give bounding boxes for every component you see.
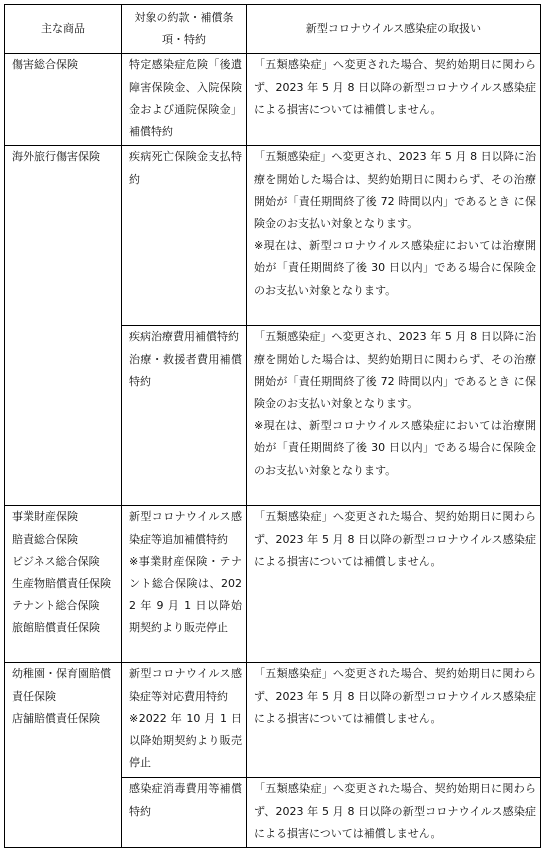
clause-text: 疾病治療費用補償特約: [129, 330, 239, 344]
product-name: 幼稚園・保育園賠償責任保険: [12, 667, 111, 703]
handling-cell: 「五類感染症」へ変更された場合、契約始期日に関わらず、2023 年 5 月 8 日以降の新型コロナウイルス感染症による損害については補償しません。: [247, 663, 541, 778]
handling-note: ※現在は、新型コロナウイルス感染症においては治療開始が「責任期間終了後 30 日以内」である場合に保険金のお支払い対象となります。: [254, 419, 536, 477]
table-row: [5, 54, 541, 146]
coverage-table: [4, 4, 541, 848]
product-name: 賠責総合保険: [12, 532, 78, 546]
clause-cell: 特定感染症危険「後遺障害保険金、入院保険金および通院保険金」補償特約: [122, 54, 247, 146]
product-name: テナント総合保険: [12, 599, 100, 613]
product-cell: [5, 663, 122, 848]
clause-cell: [122, 506, 247, 663]
header-clause: 対象の約款・補償条項・特約: [122, 5, 247, 54]
clause-text: 新型コロナウイルス感染症等対応費用特約: [129, 667, 242, 703]
header-row: [5, 5, 541, 54]
table-row: [5, 663, 541, 778]
handling-cell: 「五類感染症」へ変更された場合、契約始期日に関わらず、2023 年 5 月 8 日以降の新型コロナウイルス感染症による損害については補償しません。: [247, 506, 541, 663]
clause-cell: [122, 663, 247, 778]
clause-cell: [122, 326, 247, 506]
clause-cell: 疾病死亡保険金支払特約: [122, 146, 247, 326]
product-cell: 傷害総合保険: [5, 54, 122, 146]
product-cell: [5, 506, 122, 663]
handling-note: ※現在は、新型コロナウイルス感染症においては治療開始が「責任期間終了後 30 日以内」である場合に保険金のお支払い対象となります。: [254, 239, 536, 297]
clause-text: 新型コロナウイルス感染症等追加補償特約: [129, 510, 242, 546]
product-name: 生産物賠償責任保険: [12, 577, 111, 591]
clause-note: ※2022 年 10 月 1 日以降始期契約より販売停止: [129, 711, 242, 770]
handling-cell: [247, 146, 541, 326]
header-product: 主な商品: [5, 5, 122, 54]
table-row: [5, 506, 541, 663]
table-row: [5, 146, 541, 326]
handling-text: 「五類感染症」へ変更され、2023 年 5 月 8 日以降に治療を開始した場合は、契約始期日に関わらず、その治療開始が「責任期間終了後 72 時間以内」であるとき に保険金のお支払い対象となります。: [254, 330, 536, 411]
header-handling: 新型コロナウイルス感染症の取扱い: [247, 5, 541, 54]
handling-cell: [247, 326, 541, 506]
handling-text: 「五類感染症」へ変更され、2023 年 5 月 8 日以降に治療を開始した場合は、契約始期日に関わらず、その治療開始が「責任期間終了後 72 時間以内」であるとき に保険金のお支払い対象となります。: [254, 150, 536, 231]
clause-text: 治療・救援者費用補償特約: [129, 352, 242, 388]
product-name: 旅館賠償責任保険: [12, 621, 100, 635]
clause-note: ※事業財産保険・テナント総合保険は、2022 年 9 月 1 日以降始期契約より販売停止: [129, 554, 242, 635]
product-name: 店舗賠償責任保険: [12, 711, 100, 725]
handling-cell: 「五類感染症」へ変更された場合、契約始期日に関わらず、2023 年 5 月 8 日以降の新型コロナウイルス感染症による損害については補償しません。: [247, 778, 541, 848]
product-name: ビジネス総合保険: [12, 554, 100, 568]
clause-cell: 感染症消毒費用等補償特約: [122, 778, 247, 848]
handling-cell: 「五類感染症」へ変更された場合、契約始期日に関わらず、2023 年 5 月 8 日以降の新型コロナウイルス感染症による損害については補償しません。: [247, 54, 541, 146]
product-name: 事業財産保険: [12, 510, 78, 524]
product-cell: 海外旅行傷害保険: [5, 146, 122, 506]
